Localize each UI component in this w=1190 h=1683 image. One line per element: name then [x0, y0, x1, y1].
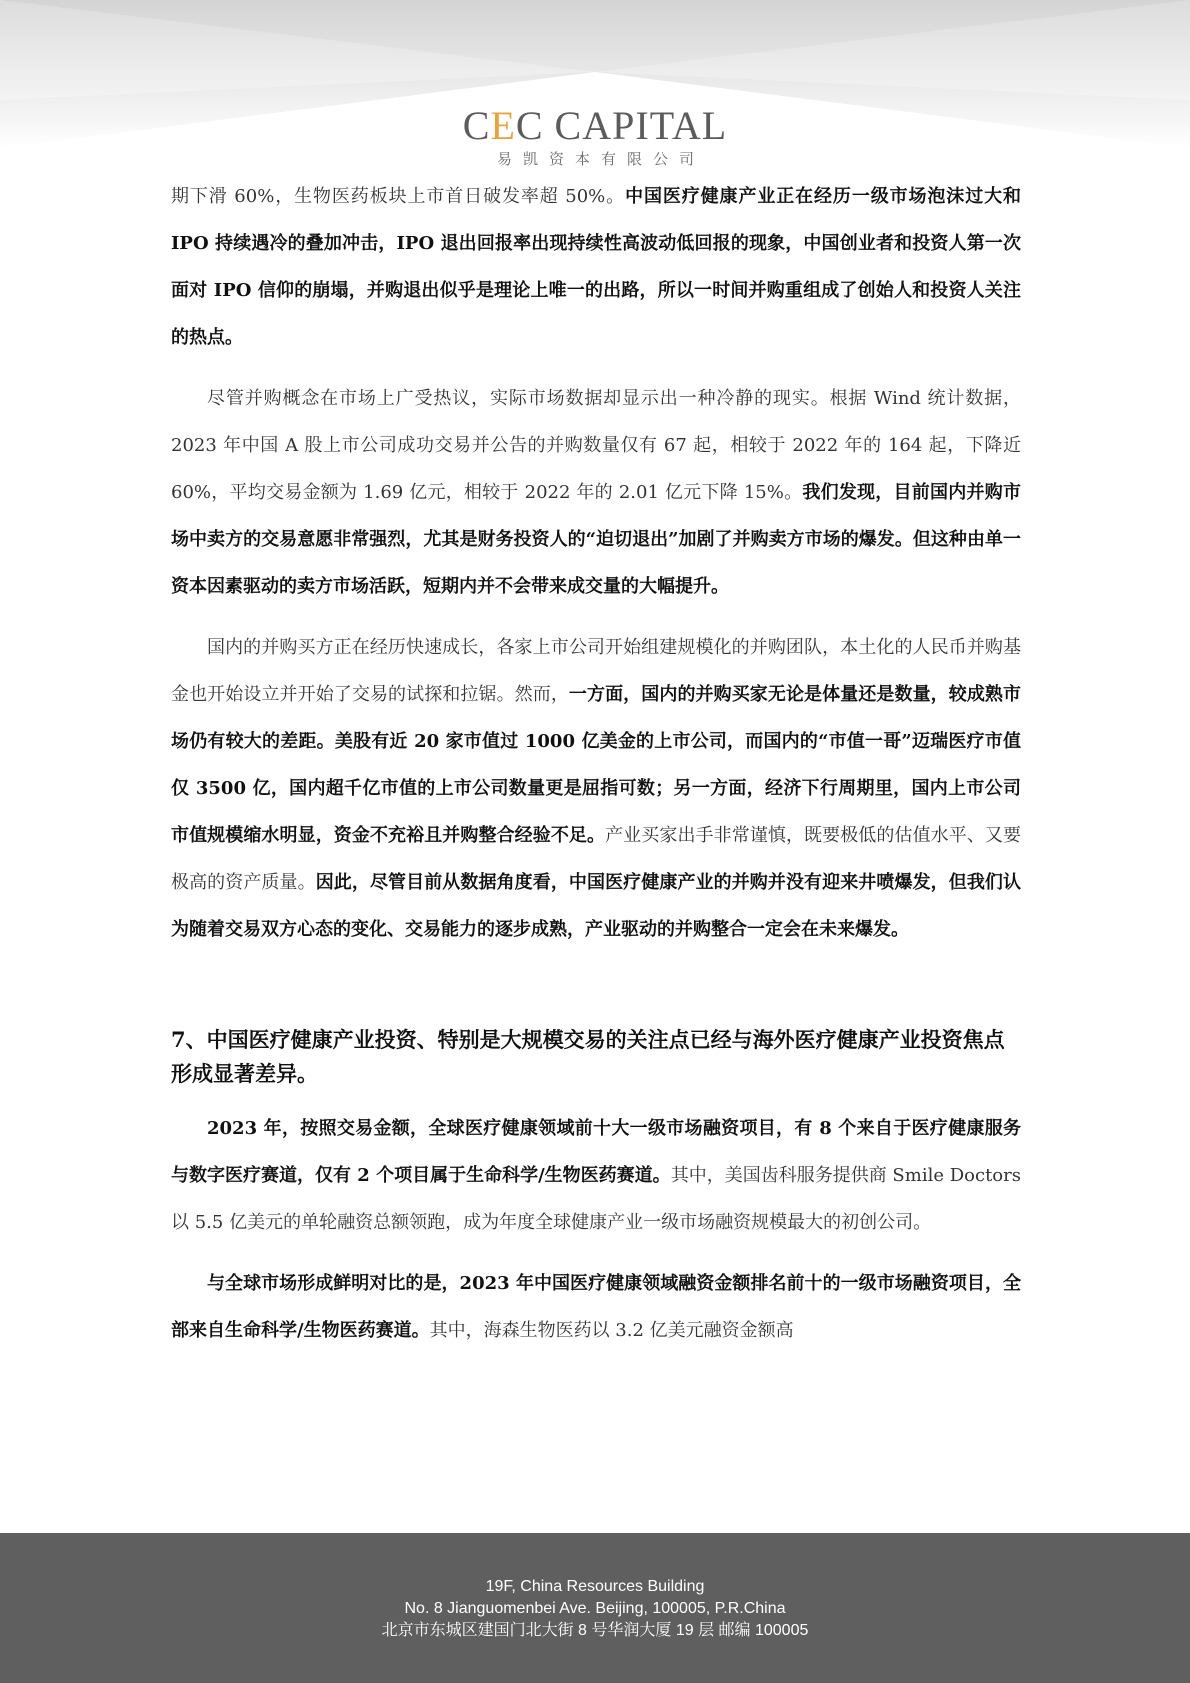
page-footer — [0, 1533, 1190, 1683]
paragraph-global-top10: 2023 年，按照交易金额，全球医疗健康领域前十大一级市场融资项目，有 8 个来自于医疗健康服务与数字医疗赛道，仅有 2 个项目属于生命科学/生物医药赛道。其中，美国齿科服务提供商 Smile Doctors 以 5.5 亿美元的单轮融资总额领跑，成为年度全球健康产业一级市场融资规模最大的初创公司。 — [171, 1118, 1021, 1233]
paragraph-ma-data: 尽管并购概念在市场上广受热议，实际市场数据却显示出一种冷静的现实。根据 Wind 统计数据，2023 年中国 A 股上市公司成功交易并公告的并购数量仅有 67 起，相较于 2022 年的 164 起，下降近 60%，平均交易金额为 1.69 亿元，相较于 2022 年的 2.01 亿元下降 15%。我们发现，目前国内并购市场中卖方的交易意愿非常强烈，尤其是财务投资人的“迫切退出”加剧了并购卖方市场的爆发。但这种由单一资本因素驱动的卖方市场活跃，短期内并不会带来成交量的大幅提升。 — [171, 388, 1022, 597]
logo-chinese-name: 易凯资本有限公司 — [496, 150, 705, 168]
section-7-heading: 7、中国医疗健康产业投资、特别是大规模交易的关注点已经与海外医疗健康产业投资焦点形成显著差异。 — [171, 1027, 1005, 1086]
company-logo — [0, 103, 1190, 169]
logo-accent-letter: E — [490, 103, 516, 148]
document-body — [171, 173, 1021, 1354]
paragraph-china-top10: 与全球市场形成鲜明对比的是，2023 年中国医疗健康领域融资金额排名前十的一级市场融资项目，全部来自生命科学/生物医药赛道。其中，海森生物医药以 3.2 亿美元融资金额高 — [171, 1273, 1021, 1341]
paragraph-ma-buyers: 国内的并购买方正在经历快速成长，各家上市公司开始组建规模化的并购团队，本土化的人民币并购基金也开始设立并开始了交易的试探和拉锯。然而，一方面，国内的并购买家无论是体量还是数量，较成熟市场仍有较大的差距。美股有近 20 家市值过 1000 亿美金的上市公司，而国内的“市值一哥”迈瑞医疗市值仅 3500 亿，国内超千亿市值的上市公司数量更是屈指可数；另一方面，经济下行周期里，国内上市公司市值规模缩水明显，资金不充裕且并购整合经验不足。产业买家出手非常谨慎，既要极低的估值水平、又要极高的资产质量。因此，尽管目前从数据角度看，中国医疗健康产业的并购并没有迎来井喷爆发，但我们认为随着交易双方心态的变化、交易能力的逐步成熟，产业驱动的并购整合一定会在未来爆发。 — [171, 637, 1022, 940]
paragraph-ipo-market: 期下滑 60%，生物医药板块上市首日破发率超 50%。中国医疗健康产业正在经历一级市场泡沫过大和 IPO 持续遇冷的叠加冲击，IPO 退出回报率出现持续性高波动低回报的现象，中国创业者和投资人第一次面对 IPO 信仰的崩塌，并购退出似乎是理论上唯一的出路，所以一时间并购重组成了创始人和投资人关注的热点。 — [171, 186, 1021, 348]
footer-address-line-1: 19F, China Resources Building — [485, 1578, 705, 1595]
footer-address-line-2: No. 8 Jianguomenbei Ave. Beijing, 100005, P.R.China — [404, 1600, 786, 1617]
logo-wordmark: CEC CAPITAL — [462, 103, 728, 148]
footer-address-line-3: 北京市东城区建国门北大街 8 号华润大厦 19 层 邮编 100005 — [381, 1622, 809, 1639]
